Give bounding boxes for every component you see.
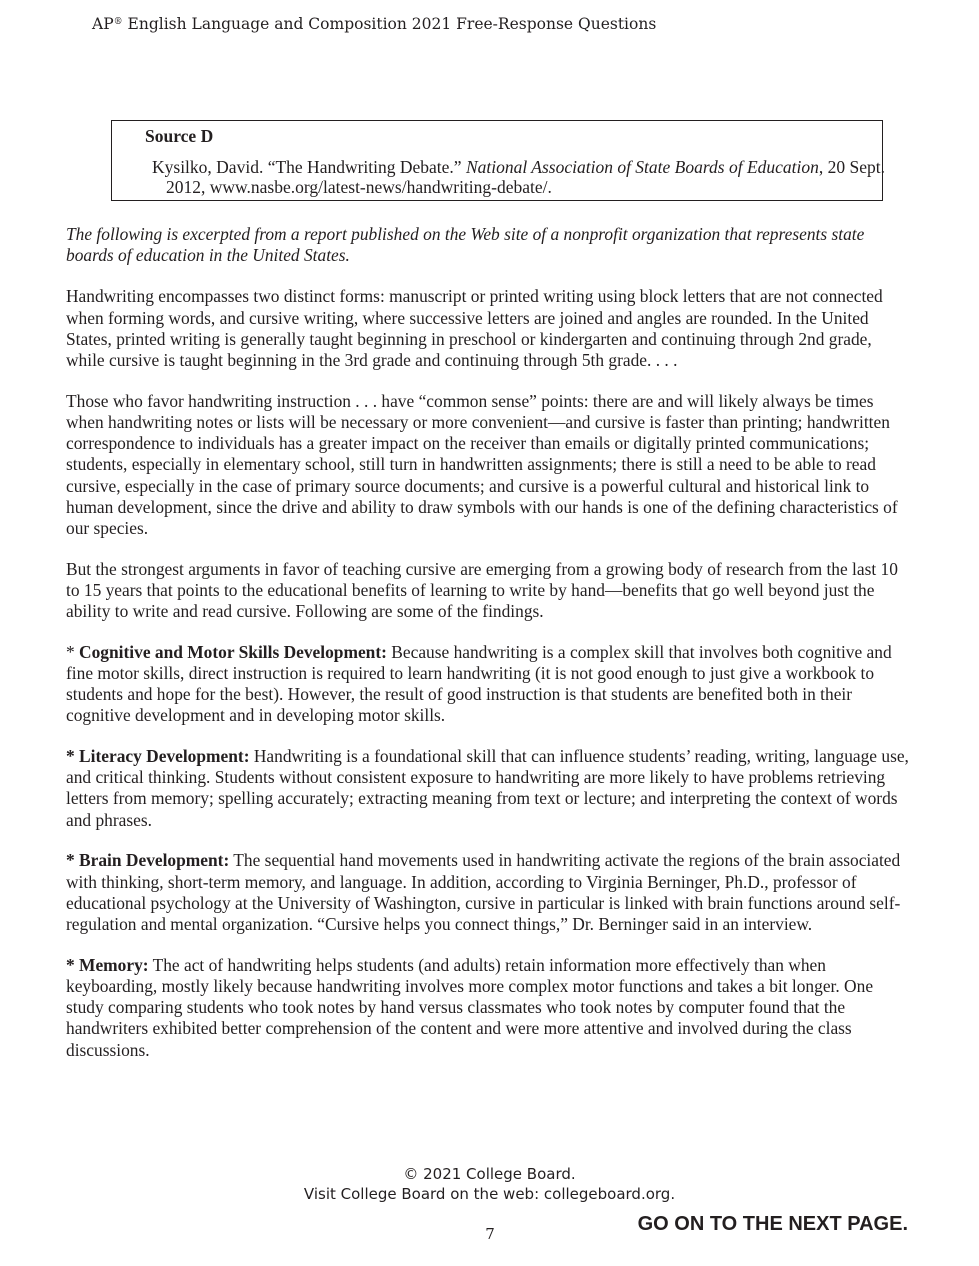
- registered-mark: ®: [113, 17, 123, 27]
- finding-heading: Cognitive and Motor Skills Development:: [79, 641, 387, 662]
- visit-line: Visit College Board on the web: collegeboard.org.: [303, 1185, 676, 1203]
- bullet-marker: *: [66, 954, 80, 975]
- copyright-line: © 2021 College Board.: [403, 1165, 576, 1183]
- finding-heading: Literacy Development:: [79, 746, 250, 767]
- finding-heading: Memory:: [79, 954, 149, 975]
- finding-brain: [66, 850, 911, 935]
- page-footer: [0, 1164, 979, 1204]
- citation-author: Kysilko, David.: [152, 157, 268, 177]
- bullet-marker: *: [66, 850, 80, 871]
- finding-text: Handwriting is a foundational skill that can influence students’ reading, writing, language use, and critical thinking. Students without consistent exposure to handwriting are more likely to have problems retrieving letters from memory; spelling accurately; extracting meaning from text or lecture; and interpreting the context of words and phrases.: [66, 746, 909, 830]
- paragraph-common-sense: Those who favor handwriting instruction . . . have “common sense” points: there are and will likely always be times when handwriting notes or lists will be necessary or more convenient—and cursive is faster than printing; handwritten correspondence to individuals has a greater impact on the receiver than emails or digitally printed communications; students, especially in elementary school, still turn in handwritten assignments; there is still a need to be able to read cursive, especially in the case of primary source documents; and cursive is a powerful cultural and historical link to human development, since the drive and ability to draw symbols with our hands is one of the defining characteristics of our species.: [66, 390, 898, 538]
- citation-publication: National Association of State Boards of Education: [465, 157, 819, 177]
- header-title: English Language and Composition 2021 Free-Response Questions: [122, 15, 657, 33]
- finding-text: The sequential hand movements used in handwriting activate the regions of the brain associated with thinking, short-term memory, and language. In addition, according to Virginia Berninger, Ph.D., professor of educational psychology at the University of Washington, cursive in particular is linked with brain functions around self-regulation and mental organization. “Cursive helps you connect things,” Dr. Berninger said in an interview.: [66, 850, 901, 934]
- paragraph-definitions: Handwriting encompasses two distinct forms: manuscript or printed writing using block letters that are not connected when forming words, and cursive writing, where successive letters are joined and angles are rounded. In the United States, printed writing is generally taught beginning in preschool or kindergarten and continuing through 2nd grade, while cursive is taught beginning in the 3rd grade and continuing through 5th grade. . . .: [66, 286, 883, 371]
- finding-memory: [66, 955, 911, 1061]
- excerpt-body: [66, 224, 911, 1080]
- finding-text: Because handwriting is a complex skill that involves both cognitive and fine motor skills, direct instruction is required to learn handwriting (it is not good enough to just give a workbook to students and hope for the best). However, the result of good instruction is that students are benefited both in their cognitive development and in developing motor skills.: [66, 641, 892, 726]
- bullet-marker: *: [66, 641, 80, 662]
- finding-literacy: [66, 746, 911, 831]
- page-header: [92, 15, 656, 33]
- finding-cognitive-motor: [66, 642, 911, 727]
- paragraph-research: But the strongest arguments in favor of teaching cursive are emerging from a growing body of research from the last 10 to 15 years that points to the educational benefits of learning to write by hand—benefits that go well beyond just the ability to write and read cursive. Following are some of the findings.: [66, 558, 898, 622]
- source-title: Source D: [145, 126, 214, 146]
- next-page-notice: GO ON TO THE NEXT PAGE.: [637, 1213, 908, 1235]
- intro-note: The following is excerpted from a report published on the Web site of a nonprofit organization that represents state boards of education in the United States.: [66, 224, 865, 266]
- source-citation: [152, 157, 894, 197]
- page-number: 7: [485, 1225, 495, 1243]
- source-box: [111, 120, 886, 201]
- bullet-marker: *: [66, 746, 80, 767]
- header-prefix: AP: [92, 15, 114, 33]
- finding-text: The act of handwriting helps students (and adults) retain information more effectively than when keyboarding, mostly likely because handwriting involves more complex motor functions and takes a bit longer. One study comparing students who took notes by hand versus classmates who took notes by computer found that the handwriters exhibited better comprehension of the content and were more attentive and involved during the class discussions.: [66, 954, 874, 1060]
- citation-article: “The Handwriting Debate.”: [267, 157, 466, 177]
- finding-heading: Brain Development:: [79, 850, 230, 871]
- citation-rest: , 20 Sept. 2012, www.nasbe.org/latest-news/handwriting-debate/.: [166, 157, 886, 197]
